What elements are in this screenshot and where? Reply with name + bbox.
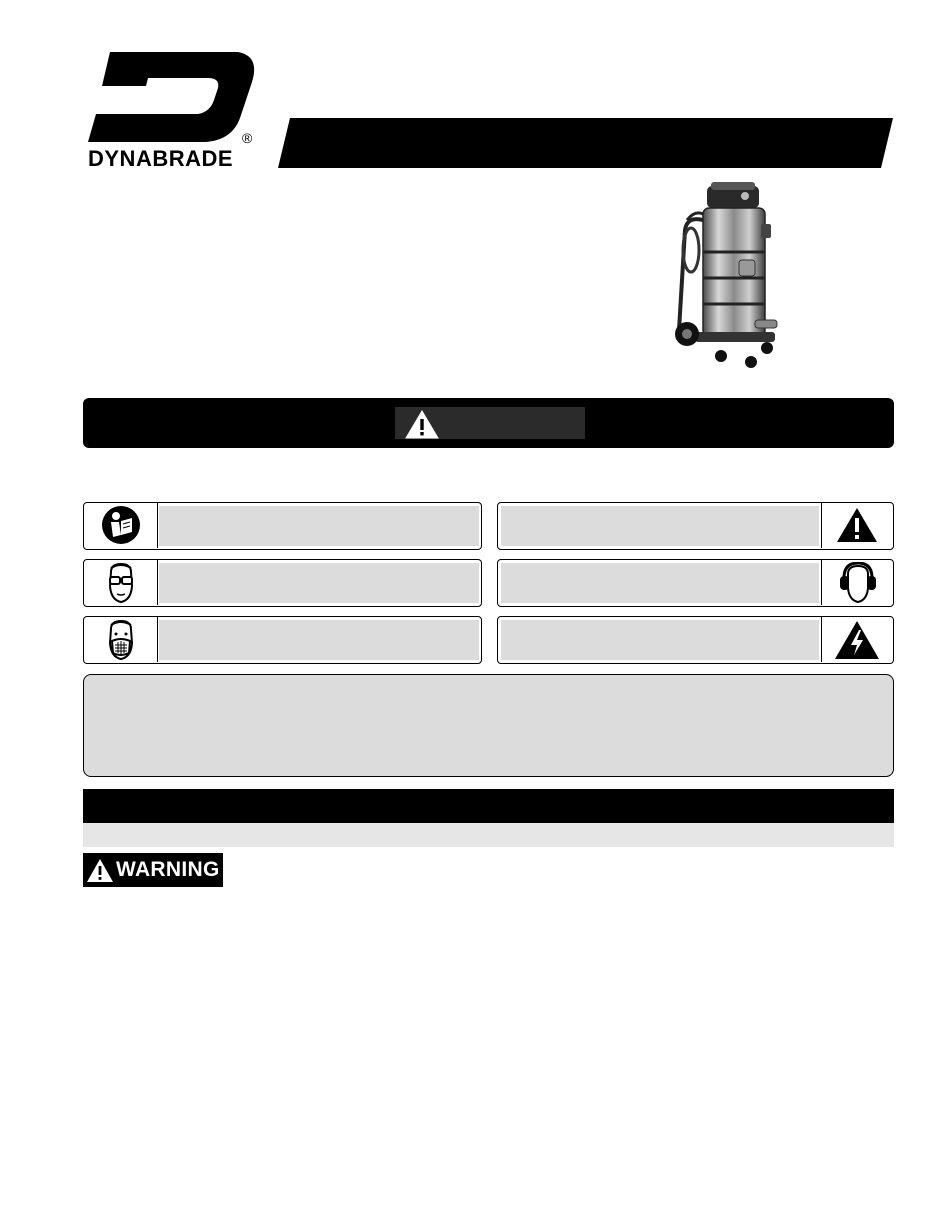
exclamation-triangle-icon (836, 507, 878, 543)
brand-logo (88, 52, 268, 177)
safety-box-electrical-hazard (497, 616, 894, 664)
respirator-icon (105, 619, 137, 661)
banner-label-box (395, 407, 585, 439)
read-manual-text-area (159, 506, 479, 546)
warning-triangle-icon (86, 858, 114, 883)
eye-protection-icon-cell (84, 560, 158, 605)
warning-label (83, 853, 223, 887)
safety-glasses-icon (105, 562, 137, 604)
safety-box-eye-protection (83, 559, 482, 607)
warning-label-text: WARNING (116, 858, 220, 881)
registered-mark: ® (242, 130, 253, 146)
electrical-hazard-text-area (501, 620, 819, 660)
safety-box-read-manual (83, 502, 482, 550)
safety-box-general-warning (497, 502, 894, 550)
electric-shock-icon (834, 620, 880, 660)
section-subheader-bar (83, 823, 894, 847)
respiratory-protection-icon-cell (84, 617, 158, 662)
ear-muffs-icon (839, 562, 877, 604)
general-warning-icon-cell (821, 503, 893, 548)
title-bar (278, 118, 893, 168)
hearing-protection-icon-cell (821, 560, 893, 605)
read-manual-icon (101, 505, 141, 545)
note-panel (83, 674, 894, 777)
vacuum-product-image (665, 180, 783, 375)
section-header-bar (83, 789, 894, 823)
electrical-hazard-icon-cell (821, 617, 893, 662)
dynabrade-d-logo-icon (88, 52, 258, 144)
safety-box-hearing-protection (497, 559, 894, 607)
read-manual-icon-cell (84, 503, 158, 548)
brand-name: DYNABRADE (88, 146, 234, 171)
hearing-protection-text-area (501, 563, 819, 603)
warning-banner (83, 398, 894, 448)
safety-box-respiratory-protection (83, 616, 482, 664)
general-warning-text-area (501, 506, 819, 546)
warning-triangle-icon (405, 410, 439, 439)
respiratory-protection-text-area (159, 620, 479, 660)
eye-protection-text-area (159, 563, 479, 603)
